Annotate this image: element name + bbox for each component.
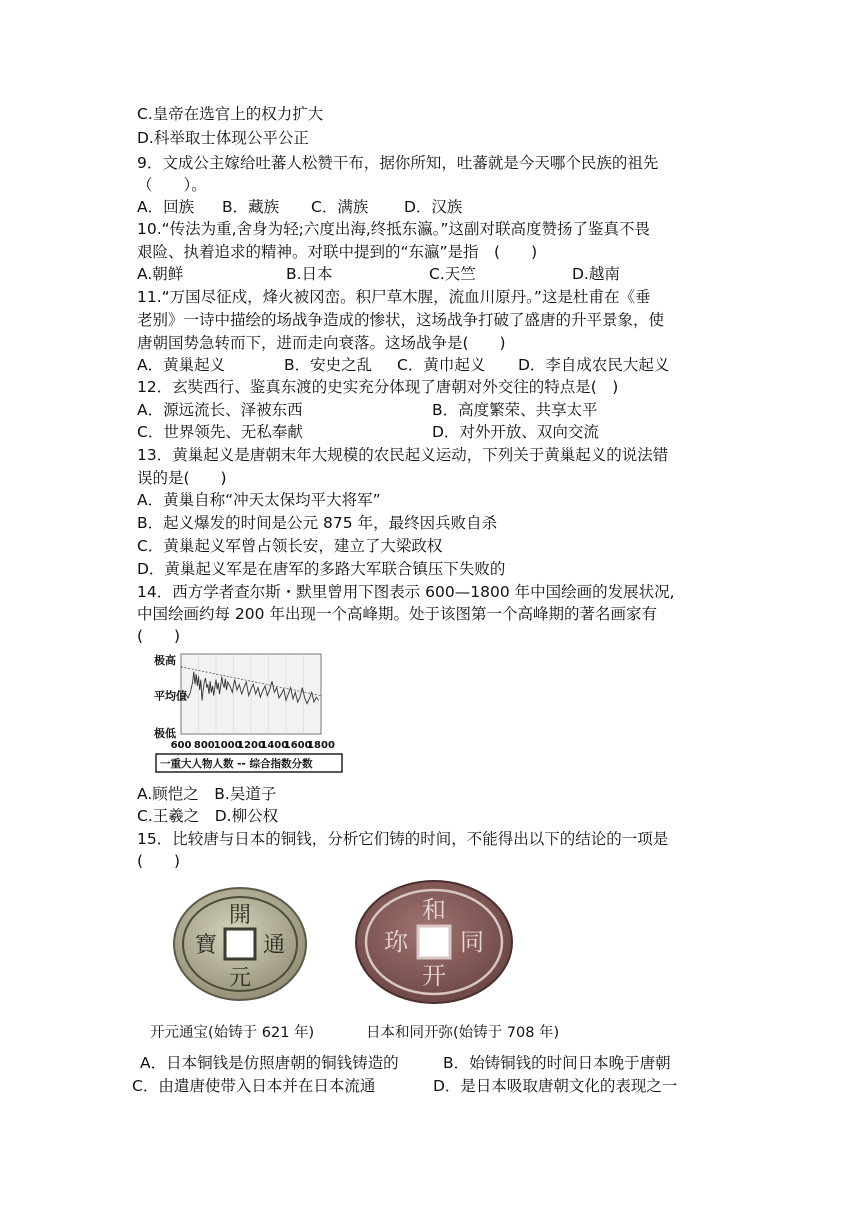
q10-option-c[interactable]: C.天竺 — [429, 265, 476, 283]
q15-option-a[interactable]: A．日本铜钱是仿照唐朝的铜钱铸造的 — [140, 1054, 399, 1072]
chart-x-ticks — [171, 740, 335, 751]
chart-legend-text: 一重大人物人数 -- 综合指数分数 — [160, 758, 313, 770]
q13-option-b[interactable]: B．起义爆发的时间是公元 875 年，最终因兵败自杀 — [137, 514, 498, 532]
chart-x-tick-label: 1600 — [283, 740, 312, 751]
chart-y-tick-label: 极高 — [154, 654, 176, 667]
q13-stem-cont: 误的是( ) — [137, 469, 227, 487]
q15-answer-blank: ( ) — [137, 852, 181, 870]
q10-option-a[interactable]: A.朝鲜 — [137, 265, 184, 283]
chart-x-tick-label: 1400 — [260, 740, 289, 751]
q9-option-a[interactable]: A．回族 — [137, 198, 195, 216]
chart-x-tick-label: 800 — [193, 740, 215, 751]
q15-stem: 15．比较唐与日本的铜钱，分析它们铸的时间，不能得出以下的结论的一项是 — [137, 830, 669, 848]
q14-options-cd[interactable]: C.王羲之 D.柳公权 — [137, 807, 279, 825]
kaiyuan-caption: 开元通宝(始铸于 621 年) — [150, 1025, 315, 1041]
q8-option-c: C.皇帝在选官上的权力扩大 — [137, 105, 324, 123]
wado-caption: 日本和同开弥(始铸于 708 年) — [366, 1025, 560, 1041]
q11-option-a[interactable]: A．黄巢起义 — [137, 356, 226, 374]
q11-stem-cont2: 唐朝国势急转而下，进而走向衰落。这场战争是( ) — [137, 334, 506, 352]
q11-option-b[interactable]: B．安史之乱 — [284, 356, 373, 374]
q12-stem: 12．玄奘西行、鉴真东渡的史实充分体现了唐朝对外交往的特点是( ) — [137, 378, 619, 396]
q11-stem-cont1: 老别》一诗中描绘的场战争造成的惨状，这场战争打破了盛唐的升平景象，使 — [137, 311, 665, 329]
wado-kaichin-coin — [352, 878, 516, 1006]
q10-option-d[interactable]: D.越南 — [572, 265, 620, 283]
q11-stem: 11.“万国尽征戍，烽火被冈峦。积尸草木腥，流血川原丹。”这是杜甫在《垂 — [137, 288, 651, 306]
q9-option-d[interactable]: D．汉族 — [404, 198, 463, 216]
chart-x-tick-label: 1800 — [307, 740, 335, 751]
q10-stem: 10.“传法为重,舍身为轻;六度出海,终抵东瀛。”这副对联高度赞扬了鉴真不畏 — [137, 220, 651, 238]
painting-development-chart — [154, 648, 344, 776]
q14-options-ab[interactable]: A.顾恺之 B.吴道子 — [137, 785, 277, 803]
q11-option-c[interactable]: C．黄巾起义 — [397, 356, 486, 374]
q15-option-d[interactable]: D．是日本吸取唐朝文化的表现之一 — [433, 1077, 678, 1095]
kaiyuan-tongbao-coin — [170, 885, 310, 1003]
q12-option-a[interactable]: A．源远流长、泽被东西 — [137, 401, 303, 419]
q14-stem: 14．西方学者查尔斯・默里曾用下图表示 600—1800 年中国绘画的发展状况, — [137, 583, 675, 601]
q13-stem: 13．黄巢起义是唐朝末年大规模的农民起义运动，下列关于黄巢起义的说法错 — [137, 446, 669, 464]
chart-y-tick-label: 极低 — [154, 727, 176, 740]
q10-option-b[interactable]: B.日本 — [286, 265, 333, 283]
q14-stem-cont: 中国绘画约每 200 年出现一个高峰期。处于该图第一个高峰期的著名画家有 — [137, 605, 657, 623]
coin-char-left: 珎 — [384, 928, 408, 956]
coin-char-bottom: 开 — [422, 962, 446, 990]
q15-option-c[interactable]: C．由遣唐使带入日本并在日本流通 — [132, 1077, 376, 1095]
q8-option-d: D.科举取士体现公平公正 — [137, 129, 309, 147]
chart-x-tick-label: 1000 — [213, 740, 242, 751]
q13-option-a[interactable]: A．黄巢自称“冲天太保均平大将军” — [137, 491, 381, 509]
q14-answer-blank: ( ) — [137, 627, 181, 645]
coin-char-top: 開 — [228, 903, 252, 928]
q9-option-b[interactable]: B．藏族 — [222, 198, 280, 216]
coin-char-left: 寶 — [194, 933, 218, 958]
coin-char-right: 同 — [460, 928, 484, 956]
q13-option-c[interactable]: C．黄巢起义军曾占领长安，建立了大梁政权 — [137, 537, 443, 555]
q9-option-c[interactable]: C．满族 — [311, 198, 369, 216]
coin-char-right: 通 — [262, 933, 286, 958]
q12-option-b[interactable]: B．高度繁荣、共享太平 — [432, 401, 598, 419]
chart-x-tick-label: 1200 — [237, 740, 265, 751]
q9-stem: 9．文成公主嫁给吐蕃人松赞干布，据你所知，吐蕃就是今天哪个民族的祖先 — [137, 154, 659, 172]
q15-option-b[interactable]: B．始铸铜钱的时间日本晚于唐朝 — [443, 1054, 671, 1072]
chart-x-tick-label: 600 — [170, 740, 192, 751]
q11-option-d[interactable]: D．李自成农民大起义 — [518, 356, 670, 374]
q10-stem-cont: 艰险、执着追求的精神。对联中提到的“东瀛”是指 ( ) — [137, 243, 538, 261]
q9-stem-cont: （ ）。 — [137, 176, 207, 194]
chart-y-tick-label: 平均值 — [154, 689, 187, 703]
q12-option-c[interactable]: C．世界领先、无私奉献 — [137, 423, 303, 441]
coin-char-top: 和 — [422, 896, 446, 924]
q12-option-d[interactable]: D．对外开放、双向交流 — [432, 423, 599, 441]
coin-char-bottom: 元 — [228, 966, 252, 991]
q13-option-d[interactable]: D．黄巢起义军是在唐军的多路大军联合镇压下失败的 — [137, 560, 506, 578]
